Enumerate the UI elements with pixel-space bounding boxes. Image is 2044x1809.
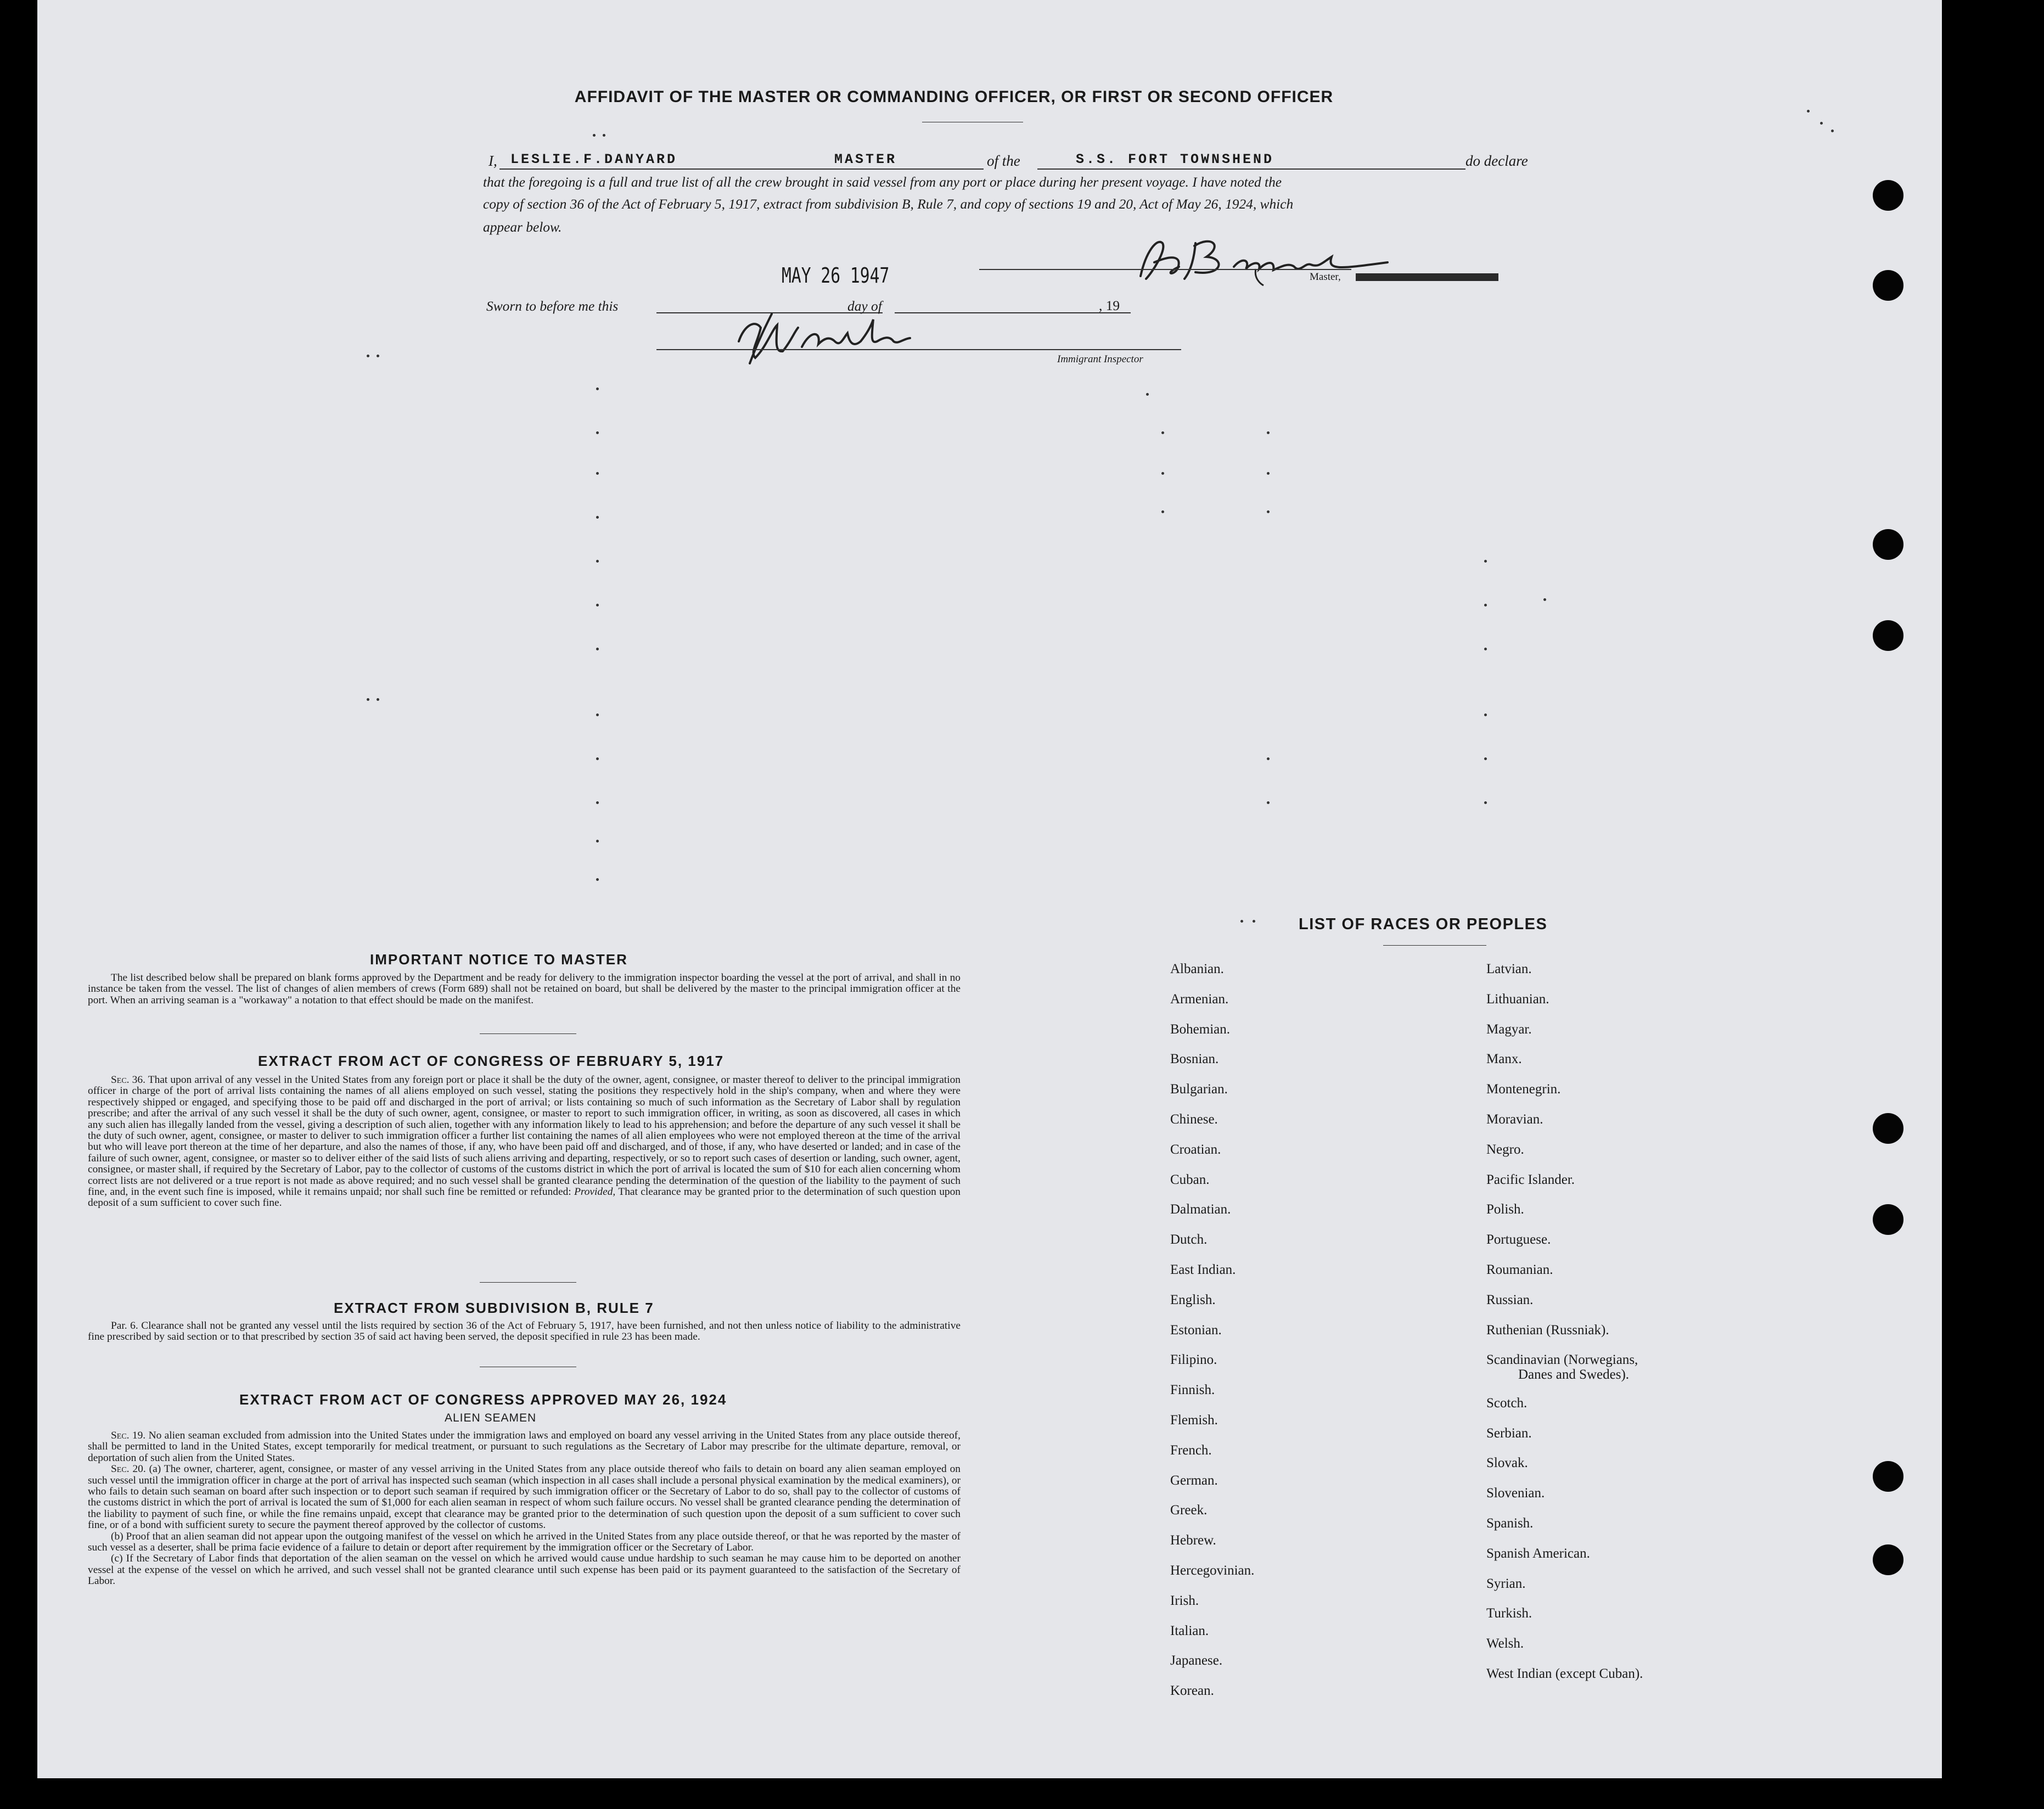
binding-hole [1873, 1544, 1903, 1575]
stray-mark [367, 698, 369, 701]
binding-hole [1873, 529, 1903, 560]
race-item: Filipino. [1170, 1352, 1217, 1368]
race-item: Estonian. [1170, 1322, 1222, 1338]
extract-1917-divider [480, 1282, 576, 1283]
stray-mark [596, 648, 599, 650]
officer-name-line [499, 168, 984, 170]
race-item: Welsh. [1486, 1636, 1524, 1651]
stray-mark [377, 355, 379, 357]
race-item: Armenian. [1170, 991, 1229, 1007]
race-item: Serbian. [1486, 1425, 1532, 1441]
stray-mark [596, 516, 599, 519]
master-signature-line [979, 269, 1351, 270]
sec-36-text: That upon arrival of any vessel in the United States from any foreign port or place it shall be the duty of the owner, agent, consignee, or master thereof to deliver to the principal immigration officer in charge of the port of arrival lists containing the names of all aliens employed on such vessel, stating the positions they respectively hold in the ship's company, when and where they were respectively shipped or engaged, and specifying those to be paid off and discharged in the port of arrival; or lists containing so much of such information as the Secretary of Labor shall by regulation prescribe; and after the arrival of any such vessel it shall be the duty of such owner, agent, consignee, or master to report to such immigration officer, in writing, as soon as discovered, all cases in which any such alien has illegally landed from the vessel, giving a description of such alien, together with any information likely to lead to his apprehension; and before the departure of any such vessel it shall be the duty of such owner, agent, consignee, or master to deliver to such immigration officer a further list containing the names of all alien employees who were not employed thereon at the time of the arrival but who will leave port thereon at the time of her departure, and also the names of those, if any, who have been paid off and discharged, and of those, if any, who have deserted or landed; and in case of the failure of such owner, agent, consignee, or master so to deliver either of the said lists of such aliens arriving and departing, respectively, or so to report such cases of desertion or landing, such owner, agent, consignee, or master shall, if required by the Secretary of Labor, pay to the collector of customs of the customs district in which the port of arrival is located the sum of $10 for each alien concerning whom correct lists are not delivered or a true report is not made as above required; and no such vessel shall be granted clearance pending the determination of the question of the liability to the payment of such fine, and, in the event such fine is imposed, while it remains unpaid; nor shall such fine be remitted or refunded: [88, 1074, 961, 1198]
race-item: Dutch. [1170, 1232, 1208, 1248]
extract-1924-title: EXTRACT FROM ACT OF CONGRESS APPROVED MAY 26, 1924 [239, 1391, 727, 1408]
stray-mark [1267, 431, 1270, 434]
stray-mark [596, 714, 599, 716]
race-item: Korean. [1170, 1683, 1214, 1699]
races-title: LIST OF RACES OR PEOPLES [1299, 915, 1548, 933]
stray-mark [596, 757, 599, 760]
race-item: Montenegrin. [1486, 1082, 1561, 1097]
sec-19-text: No alien seaman excluded from admission into the United States under the immigration laws and employed on board any vessel arriving in the United States from any place outside thereof, shall be permitted to land in the United States, except temporarily for medical treatment, or pursuant to such regulations as the Secretary of Labor may prescribe for the ultimate departure, removal, or deportation of such alien from the United States. [88, 1430, 961, 1464]
stray-mark [1161, 472, 1164, 475]
race-item: Albanian. [1170, 962, 1224, 976]
provided-label: Provided, [574, 1186, 616, 1198]
race-item: Syrian. [1486, 1576, 1526, 1591]
affidavit-line-2: that the foregoing is a full and true list of all the crew brought in said vessel from any port or place during her present voyage. I have noted the [483, 175, 1282, 190]
vessel-line [1037, 168, 1465, 170]
stray-mark [1240, 920, 1243, 923]
extract-1917-title: EXTRACT FROM ACT OF CONGRESS OF FEBRUARY 5, 1917 [258, 1053, 725, 1069]
stray-mark [1267, 510, 1270, 513]
binding-hole [1873, 1461, 1903, 1492]
race-item: Italian. [1170, 1623, 1209, 1638]
race-item: Bosnian. [1170, 1052, 1219, 1067]
stray-mark [1146, 393, 1149, 396]
race-item: Latvian. [1486, 962, 1532, 976]
binding-hole [1873, 620, 1903, 651]
stray-mark [1484, 648, 1487, 650]
alien-seamen-subtitle: ALIEN SEAMEN [445, 1412, 537, 1424]
stray-mark [596, 387, 599, 390]
extract-1917-text [88, 1075, 961, 1209]
sec-20-label: Sec. 20. [111, 1463, 146, 1475]
notice-title: IMPORTANT NOTICE TO MASTER [370, 951, 628, 968]
stray-mark [1543, 598, 1546, 601]
race-item: Ruthenian (Russniak). [1486, 1322, 1609, 1338]
notice-divider [480, 1033, 576, 1034]
binding-hole [1873, 1204, 1903, 1235]
race-item: Spanish. [1486, 1515, 1534, 1531]
inspector-label: Immigrant Inspector [1057, 353, 1143, 365]
officer-rank: MASTER [834, 151, 897, 167]
stray-mark [596, 604, 599, 606]
stray-mark [1267, 801, 1270, 804]
affidavit-line-4: appear below. [483, 220, 562, 235]
stray-mark [377, 698, 379, 701]
of-the-label: of the [987, 153, 1020, 169]
race-item: Moravian. [1486, 1112, 1543, 1127]
form-title: AFFIDAVIT OF THE MASTER OR COMMANDING OFFICER, OR FIRST OR SECOND OFFICER [574, 88, 1334, 106]
stray-mark [596, 801, 599, 804]
race-item: Russian. [1486, 1292, 1534, 1307]
extract-rule7-title: EXTRACT FROM SUBDIVISION B, RULE 7 [334, 1300, 654, 1316]
races-divider [1383, 945, 1486, 946]
inspector-signature-line [656, 349, 1181, 350]
stray-mark [1267, 472, 1270, 475]
race-item: Bohemian. [1170, 1021, 1231, 1037]
race-item: Roumanian. [1486, 1262, 1553, 1277]
race-item: Negro. [1486, 1142, 1524, 1157]
stray-mark [1267, 757, 1270, 760]
race-item: Dalmatian. [1170, 1202, 1231, 1217]
race-item: Danes and Swedes). [1518, 1367, 1630, 1382]
year-label: , 19 [1099, 298, 1120, 313]
race-item: Scotch. [1486, 1395, 1528, 1411]
race-item: Lithuanian. [1486, 991, 1549, 1007]
stray-mark [596, 840, 599, 842]
notice-text [88, 973, 961, 1006]
binding-hole [1873, 1113, 1903, 1144]
rule7-paragraph: Par. 6. Clearance shall not be granted any vessel until the lists required by section 36 of the Act of February 5, 1917, have been furnished, and not then unless notice of liability to the administrative fine prescribed by said section or to that prescribed by section 35 of said act having been served, the deposit specified in rule 23 has been made. [88, 1320, 961, 1343]
race-item: German. [1170, 1473, 1218, 1488]
stray-mark [603, 134, 605, 137]
stray-mark [1484, 757, 1487, 760]
stray-mark [1807, 110, 1810, 113]
do-declare-label: do declare [1465, 153, 1528, 169]
extract-1924-text [88, 1430, 961, 1587]
sec-36-label: Sec. 36. [111, 1074, 145, 1086]
race-item: Polish. [1486, 1202, 1524, 1217]
stray-mark [1484, 714, 1487, 716]
race-item: Finnish. [1170, 1383, 1215, 1398]
race-item: Cuban. [1170, 1172, 1210, 1187]
day-of-label: day of [847, 299, 882, 314]
race-item: Bulgarian. [1170, 1082, 1228, 1097]
affidavit-prefix: I, [488, 153, 497, 169]
stray-mark [593, 134, 596, 137]
stray-mark [1484, 604, 1487, 606]
race-item: East Indian. [1170, 1262, 1236, 1277]
sworn-label: Sworn to before me this [486, 299, 619, 314]
race-item: Slovenian. [1486, 1486, 1545, 1501]
document-page [37, 0, 1942, 1778]
race-item: Spanish American. [1486, 1546, 1590, 1561]
race-item: Hebrew. [1170, 1533, 1216, 1548]
race-item: Greek. [1170, 1503, 1208, 1518]
binding-hole [1873, 270, 1903, 301]
stray-mark [1484, 560, 1487, 563]
sec-19-label: Sec. 19. [111, 1430, 146, 1441]
race-item: Magyar. [1486, 1021, 1532, 1037]
sec-20c-text: (c) If the Secretary of Labor finds that deportation of the alien seaman on the vessel on which he arrived would cause undue hardship to such seaman he may cause him to be deported on another vessel at the expense of the vessel on which he arrived, and such vessel shall not be granted clearance until such expense has been paid or its payment guaranteed to the satisfaction of the Secretary of Labor. [88, 1553, 961, 1587]
stray-mark [1820, 122, 1823, 125]
stray-mark [1484, 801, 1487, 804]
race-item: Slovak. [1486, 1456, 1528, 1471]
stray-mark [596, 560, 599, 563]
officer-name: LESLIE.F.DANYARD [510, 151, 678, 167]
inspector-signature [706, 308, 953, 369]
race-item: Turkish. [1486, 1606, 1532, 1621]
race-item: Croatian. [1170, 1142, 1221, 1157]
race-item: Irish. [1170, 1593, 1199, 1608]
race-item: Chinese. [1170, 1112, 1218, 1127]
vessel-name: S.S. FORT TOWNSHEND [1076, 151, 1274, 167]
sec-20b-text: (b) Proof that an alien seaman did not appear upon the outgoing manifest of the vessel on which he arrived in the United States from any place outside thereof, or that he was reported by the master of such vessel as a deserter, shall be prima facie evidence of a failure to detain or deport after requirement by the immigration officer or the Secretary of Labor. [88, 1530, 961, 1554]
affidavit-line-3: copy of section 36 of the Act of February 5, 1917, extract from subdivision B, Rule 7, and copy of sections 19 and 20, Act of May 26, 1924, which [483, 196, 1294, 212]
stray-mark [1831, 130, 1834, 132]
stray-mark [367, 355, 369, 357]
race-item: Pacific Islander. [1486, 1172, 1575, 1187]
race-item: English. [1170, 1292, 1216, 1307]
race-item: Manx. [1486, 1052, 1522, 1067]
race-item: French. [1170, 1442, 1212, 1458]
race-item: Flemish. [1170, 1413, 1218, 1428]
stray-mark [596, 878, 599, 881]
stray-mark [596, 472, 599, 475]
master-signature [1130, 224, 1393, 295]
sec-20a-text: (a) The owner, charterer, agent, consignee, or master of any vessel arriving in the United States from any place outside thereof who fails to detain on board any alien seaman employed on such vessel until the immigration officer in charge at the port of arrival has inspected such seaman (which inspection in all cases shall include a personal physical examination by the medical examiners), or who fails to detain such seaman on board after such inspection or to deport such seaman if required by such immigration officer or the Secretary of Labor to do so, shall pay to the collector of customs of the customs district in which the port of arrival is located the sum of $1,000 for each alien seaman in respect of whom such failure occurs. No vessel shall be granted clearance pending the determination of the liability to payment of such fine, or while the fine remains unpaid, except that clearance may be granted prior to the determination of such question upon the deposit of a sum sufficient to cover such fine, or of a bond with sufficient surety to secure the payment thereof approved by the collector of customs. [88, 1463, 961, 1531]
race-item: West Indian (except Cuban). [1486, 1666, 1643, 1681]
race-item: Japanese. [1170, 1653, 1223, 1668]
stray-mark [1253, 920, 1255, 923]
sec-36-text-end: That clearance may be granted prior to the determination of such question upon deposit of a sum sufficient to cover such fine. [88, 1186, 961, 1209]
binding-hole [1873, 180, 1903, 211]
stray-mark [1161, 431, 1164, 434]
notice-paragraph: The list described below shall be prepared on blank forms approved by the Department and be ready for delivery to the immigration inspector boarding the vessel at the port of arrival, and shall in no instance be taken from the vessel. The list of changes of alien members of crews (Form 689) shall not be retained on board, but shall be delivered by the master to the principal immigration officer at the port. When an arriving seaman is a "workaway" a notation to that effect should be made on the manifest. [88, 972, 961, 1006]
stray-mark [1161, 510, 1164, 513]
race-item: Hercegovinian. [1170, 1563, 1255, 1578]
master-label: Master, [1310, 271, 1341, 283]
date-stamp: MAY 26 1947 [782, 263, 890, 288]
master-crossout [1356, 273, 1498, 281]
race-item: Scandinavian (Norwegians, [1486, 1352, 1638, 1368]
race-item: Portuguese. [1486, 1232, 1551, 1248]
stray-mark [596, 431, 599, 434]
extract-rule7-text [88, 1321, 961, 1343]
